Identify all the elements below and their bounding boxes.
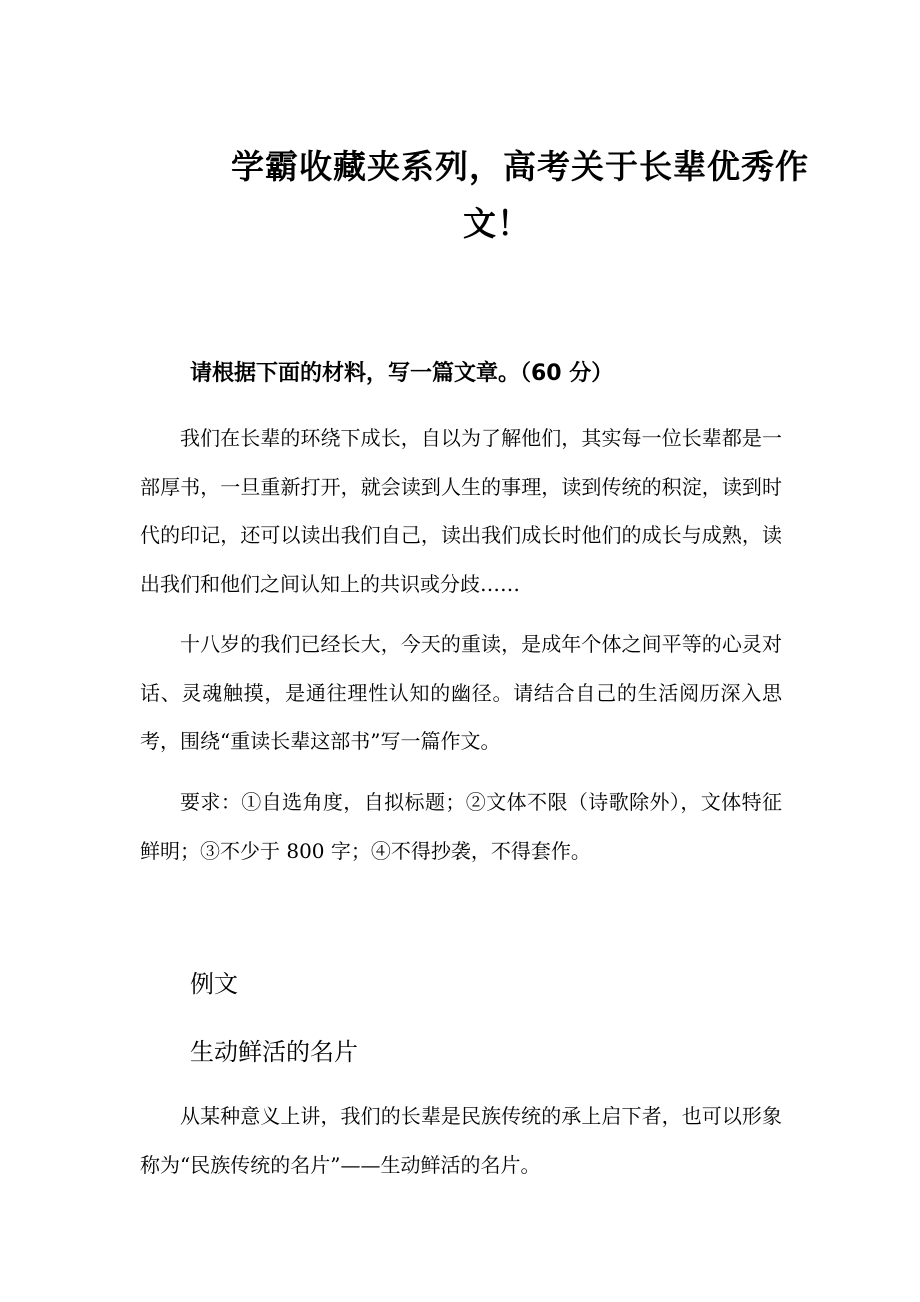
prompt-heading: 请根据下面的材料，写一篇文章。（60 分）: [190, 361, 614, 386]
essay-paragraph-1-text: 从某种意义上讲，我们的长辈是民族传统的承上启下者，也可以形象称为“民族传统的名片”——生动鲜活的名片。: [140, 1104, 782, 1177]
requirements-paragraph-text: 要求：①自选角度，自拟标题；②文体不限（诗歌除外），文体特征鲜明；③不少于 800 字；④不得抄袭，不得套作。: [140, 790, 782, 863]
essay-paragraph-1: [140, 1092, 782, 1189]
material-paragraph-2-text: 十八岁的我们已经长大，今天的重读，是成年个体之间平等的心灵对话、灵魂触摸，是通往理性认知的幽径。请结合自己的生活阅历深入思考，围绕“重读长辈这部书”写一篇作文。: [140, 632, 782, 753]
material-paragraph-1-text: 我们在长辈的环绕下成长，自以为了解他们，其实每一位长辈都是一部厚书，一旦重新打开，就会读到人生的事理，读到传统的积淀，读到时代的印记，还可以读出我们自己，读出我们成长时他们的成长与成熟，读出我们和他们之间认知上的共识或分歧……: [140, 426, 782, 596]
material-paragraph-2: [140, 620, 782, 766]
title-line-2: 文！: [463, 204, 531, 243]
document-title: [140, 138, 840, 252]
essay-title: 生动鲜活的名片: [190, 1038, 358, 1066]
material-paragraph-1: [140, 414, 782, 608]
requirements-paragraph: [140, 778, 782, 875]
title-line-1: 学霸收藏夹系列，高考关于长辈优秀作: [231, 147, 809, 186]
example-heading: 例文: [190, 970, 238, 998]
